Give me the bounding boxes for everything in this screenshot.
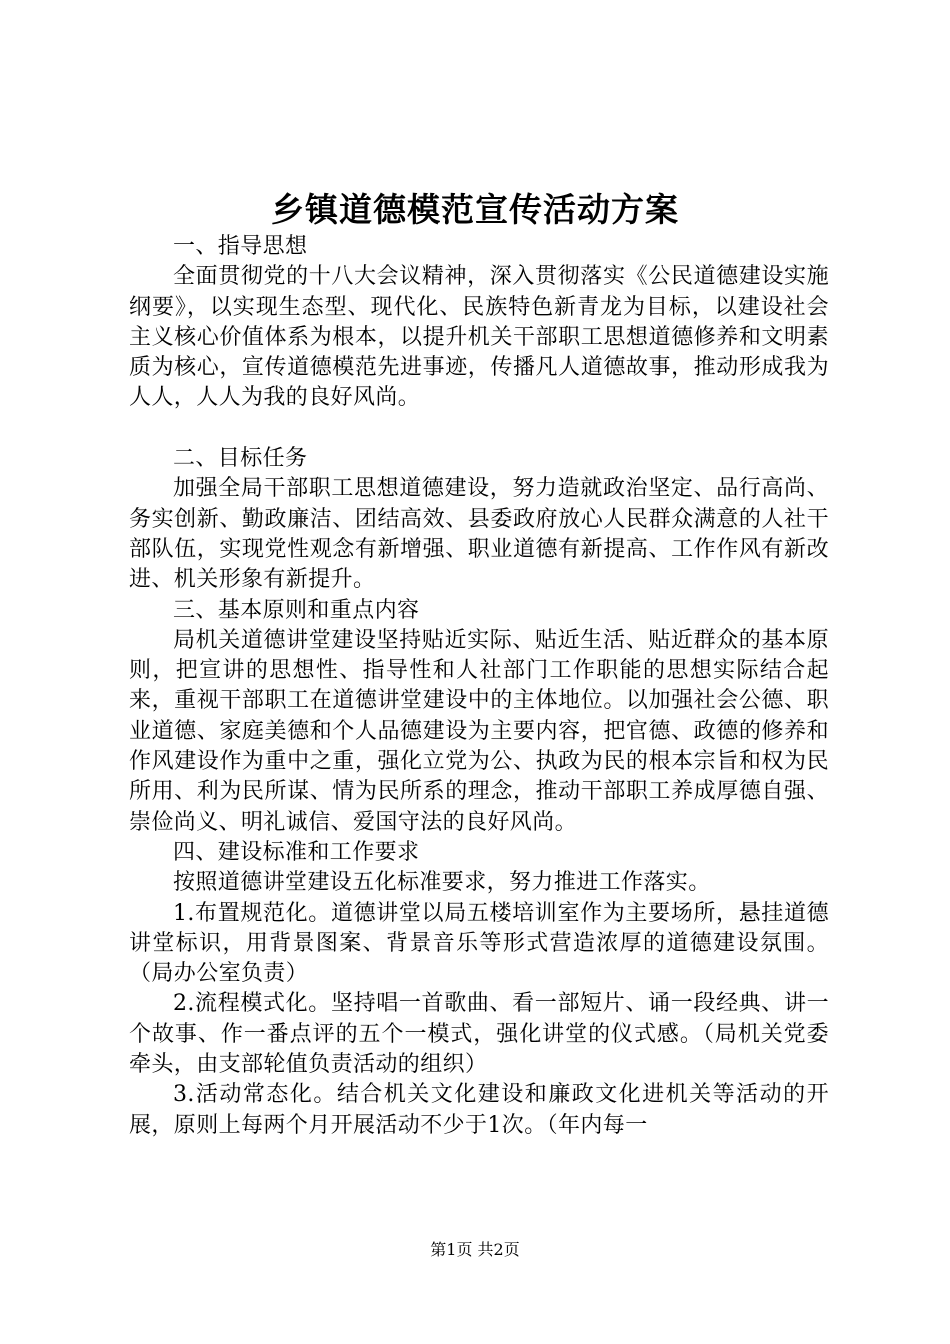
section-heading-standards: 四、建设标准和工作要求 xyxy=(173,839,420,865)
section-heading-principles: 三、基本原则和重点内容 xyxy=(173,597,420,623)
document-body xyxy=(129,232,829,1141)
paragraph-objectives: 加强全局干部职工思想道德建设，努力造就政治坚定、品行高尚、务实创新、勤政廉洁、团结高效、县委政府放心人民群众满意的人社干部队伍，实现党性观念有新增强、职业道德有新提高、工作作风有新改进、机关形象有新提升。 xyxy=(129,476,829,593)
section-heading-objectives: 二、目标任务 xyxy=(173,446,308,472)
paragraph-principles: 局机关道德讲堂建设坚持贴近实际、贴近生活、贴近群众的基本原则，把宣讲的思想性、指导性和人社部门工作职能的思想实际结合起来，重视干部职工在道德讲堂建设中的主体地位。以加强社会公德、职业道德、家庭美德和个人品德建设为主要内容，把官德、政德的修养和作风建设作为重中之重，强化立党为公、执政为民的根本宗旨和权为民所用、利为民所谋、情为民所系的理念，推动干部职工养成厚德自强、崇俭尚义、明礼诚信、爱国守法的良好风尚。 xyxy=(129,627,829,835)
list-item-activities: 3.活动常态化。结合机关文化建设和廉政文化进机关等活动的开展，原则上每两个月开展活动不少于1次。（年内每一 xyxy=(129,1082,829,1138)
paragraph-guiding-ideology: 全面贯彻党的十八大会议精神，深入贯彻落实《公民道德建设实施纲要》，以实现生态型、现代化、民族特色新青龙为目标，以建设社会主义核心价值体系为根本，以提升机关干部职工思想道德修养和文明素质为核心，宣传道德模范先进事迹，传播凡人道德故事，推动形成我为人人，人人为我的良好风尚。 xyxy=(129,264,829,411)
page-number-footer: 第1页 共2页 xyxy=(430,1240,520,1259)
paragraph-standards-intro: 按照道德讲堂建设五化标准要求，努力推进工作落实。 xyxy=(173,870,711,896)
document-title: 乡镇道德模范宣传活动方案 xyxy=(271,190,679,229)
blank-line xyxy=(129,414,829,444)
list-item-process: 2.流程模式化。坚持唱一首歌曲、看一部短片、诵一段经典、讲一个故事、作一番点评的五个一模式，强化讲堂的仪式感。（局机关党委牵头，由支部轮值负责活动的组织） xyxy=(129,991,829,1078)
list-item-layout: 1.布置规范化。道德讲堂以局五楼培训室作为主要场所，悬挂道德讲堂标识，用背景图案、背景音乐等形式营造浓厚的道德建设氛围。（局办公室负责） xyxy=(129,900,829,987)
section-heading-guiding-ideology: 一、指导思想 xyxy=(173,234,308,259)
